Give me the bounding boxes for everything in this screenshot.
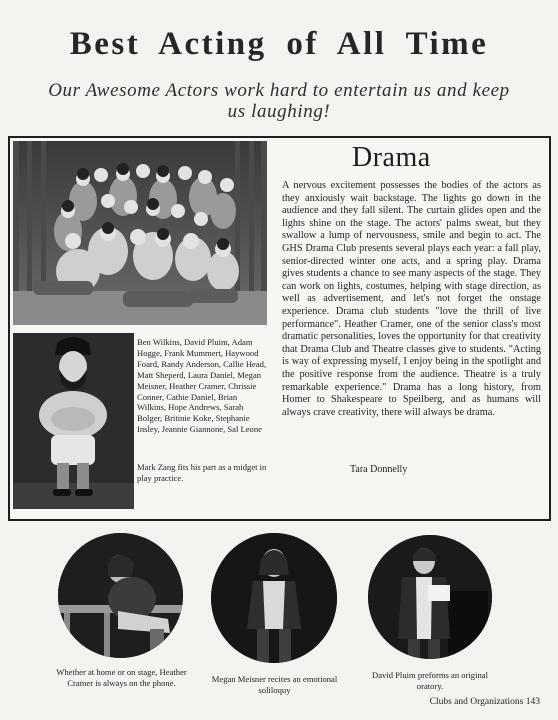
david-pluim-photo (368, 535, 492, 659)
page-title: Best Acting of All Time (69, 26, 489, 62)
page-number: 143 (525, 697, 540, 707)
article-byline: Tara Donnelly (350, 464, 408, 475)
heather-cramer-photo (58, 533, 183, 658)
david-photo-caption: David Pluim preforms an original oratory. (372, 670, 488, 691)
page-footer (390, 697, 540, 707)
mark-zang-photo (13, 333, 134, 509)
group-photo (13, 141, 267, 325)
article-body: A nervous excitement possesses the bodies of the actors as they anxiously wait backstage. The lights go down in the audience and they fall silent. The curtain glides open and the lights shine on the stage. The actors' palms sweat, but they swallow a lump of nervousness, smile and begin to act. The GHS Drama Club presents several plays each year: a fall play, senior-directed winter one acts, and a spring play. Drama gives students a chance to see many aspects of the stage. They can work on lights, costumes, helping with stage direction, as well as advertisement, and let's not forget the onstage experience. Drama club students "love the thrill of live performance". Heather Cramer, one of the senior class's most dramatic personalities, loves the opportunity for that creativity that Drama Club and Theatre classes give to students. "Acting is way of expressing myself, I enjoy being in the spotlight and the positive response from the audience. Theatre is a truly remarkable experience." Drama has a long history, from Homer to Shakespeare to Speilberg, and as humans will always crave creativity, there will always be drama. (282, 180, 541, 418)
group-photo-caption: Ben Wilkins, David Pluim, Adam Hogge, Frank Mummert, Haywood Foard, Randy Anderson, Callie Head, Matt Sheperd, Laura Daniel, Megan Meisner, Heather Cramer, Chrissie Conner, Cathie Daniel, Brian Wilkins, Hope Andrews, Sarah Bolger, Britinie Koke, Stephanie Insley, Jeannie Giannone, Sal Leone (137, 337, 267, 435)
megan-meisner-photo (211, 533, 337, 663)
article-heading: Drama (352, 142, 431, 173)
heather-photo-caption: Whether at home or on stage, Heather Cramer is always on the phone. (56, 667, 187, 688)
megan-photo-caption: Megan Meisner recites an emotional soliloquy (211, 674, 338, 695)
footer-section: Clubs and Organizations (429, 697, 524, 707)
page-subtitle: Our Awesome Actors work hard to entertain us and keep us laughing! (48, 80, 510, 122)
mark-photo-caption: Mark Zang fits his part as a midget in play practice. (137, 462, 267, 483)
